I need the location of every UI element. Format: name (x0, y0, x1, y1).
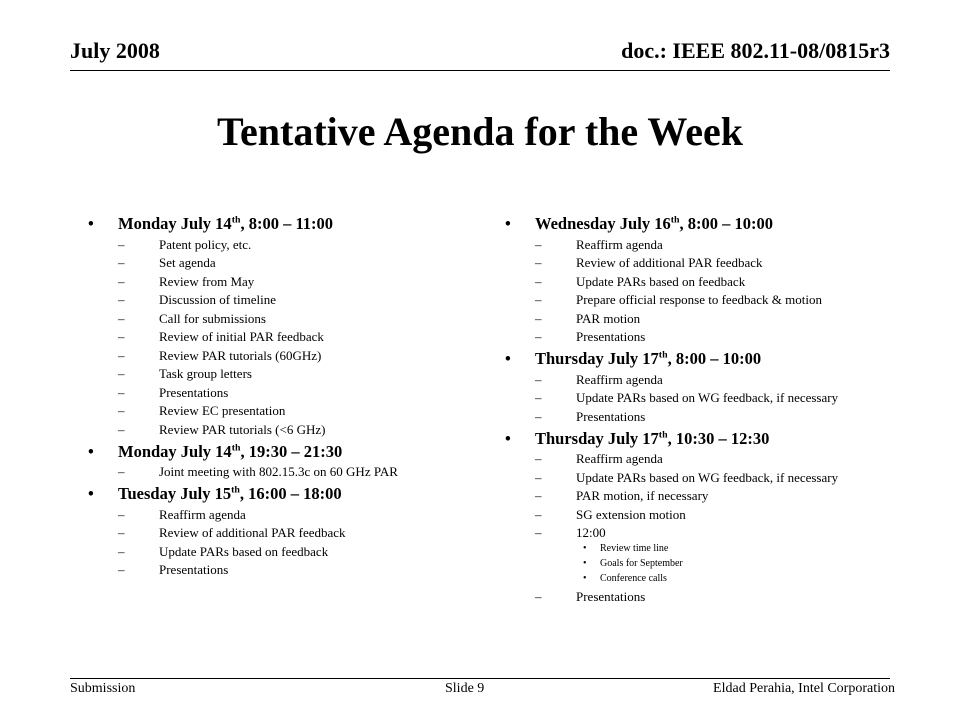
agenda-item (88, 274, 468, 289)
dash-icon: – (118, 562, 125, 577)
agenda-item-text: Reaffirm agenda (576, 371, 663, 387)
agenda-item-text: Joint meeting with 802.15.3c on 60 GHz PAR (159, 464, 398, 479)
agenda-subitem (505, 558, 865, 570)
agenda-item (505, 589, 865, 604)
agenda-subitem (505, 543, 865, 555)
day-label: Thursday July 17 (535, 428, 659, 448)
agenda-item-text: Review of additional PAR feedback (159, 525, 346, 540)
agenda-item (88, 385, 468, 400)
agenda-item (505, 488, 865, 503)
dash-icon: – (535, 525, 542, 540)
agenda-subitem-text: Goals for September (600, 558, 683, 569)
agenda-item (505, 525, 865, 540)
dash-icon: – (535, 588, 542, 604)
agenda-item-text: Review PAR tutorials (60GHz) (159, 347, 322, 363)
day-label: Monday July 14 (118, 441, 232, 461)
bullet-icon: • (583, 558, 587, 569)
day-heading-text (535, 349, 761, 368)
bullet-icon: • (583, 573, 587, 584)
agenda-item-text: Review PAR tutorials (<6 GHz) (159, 421, 326, 437)
dash-icon: – (118, 366, 125, 381)
dash-icon: – (535, 329, 542, 344)
dash-icon: – (118, 347, 125, 363)
day-ordinal: th (231, 442, 241, 453)
day-label: Thursday July 17 (535, 349, 659, 368)
day-time: , 8:00 – 11:00 (240, 214, 334, 233)
agenda-item (505, 409, 865, 424)
agenda-item (88, 507, 468, 522)
dash-icon: – (535, 310, 542, 326)
left-column (88, 209, 468, 577)
agenda-item (88, 255, 468, 270)
agenda-item-text: Presentations (576, 588, 646, 604)
agenda-item-text: Update PARs based on WG feedback, if necessary (576, 390, 839, 405)
agenda-item (88, 403, 468, 418)
dash-icon: – (535, 371, 542, 387)
slide-title: Tentative Agenda for the Week (217, 109, 743, 154)
agenda-item-text: Review of initial PAR feedback (159, 329, 324, 344)
day-heading (88, 442, 468, 461)
bullet-icon: • (88, 214, 94, 233)
bullet-icon: • (505, 428, 511, 448)
bullet-icon: • (505, 349, 511, 368)
agenda-item (505, 292, 865, 307)
agenda-item (505, 451, 865, 466)
agenda-item-text: Presentations (159, 384, 229, 400)
dash-icon: – (118, 329, 125, 344)
agenda-item (88, 464, 468, 479)
agenda-item (88, 329, 468, 344)
bullet-icon: • (583, 543, 587, 554)
dash-icon: – (118, 543, 125, 559)
agenda-item (505, 507, 865, 522)
footer-divider (70, 678, 890, 679)
day-heading-text (118, 214, 333, 233)
day-ordinal: th (658, 349, 668, 361)
day-time: , 8:00 – 10:00 (667, 349, 762, 368)
dash-icon: – (535, 408, 542, 424)
dash-icon: – (535, 255, 542, 270)
agenda-item-text: Call for submissions (159, 310, 266, 326)
day-label: Wednesday July 16 (535, 214, 671, 233)
agenda-item-text: Presentations (576, 329, 646, 344)
dash-icon: – (535, 451, 542, 466)
day-heading-text (535, 429, 769, 448)
agenda-item (88, 366, 468, 381)
agenda-item-text: Reaffirm agenda (576, 236, 663, 252)
day-time: , 16:00 – 18:00 (239, 484, 342, 503)
bullet-icon: • (88, 441, 94, 461)
dash-icon: – (118, 236, 125, 252)
agenda-item (505, 470, 865, 485)
agenda-item-text: Update PARs based on feedback (159, 543, 329, 559)
dash-icon: – (118, 384, 125, 400)
agenda-item (88, 562, 468, 577)
agenda-item-text: Presentations (576, 408, 646, 424)
agenda-item (505, 255, 865, 270)
day-ordinal: th (231, 484, 240, 496)
dash-icon: – (118, 273, 125, 289)
agenda-item-text: Prepare official response to feedback & motion (576, 292, 822, 307)
day-heading (88, 214, 468, 233)
agenda-item (88, 292, 468, 307)
agenda-item (505, 329, 865, 344)
day-ordinal: th (658, 429, 668, 440)
day-label: Tuesday July 15 (118, 484, 232, 503)
day-heading-text (535, 214, 773, 233)
header-doc-id: doc.: IEEE 802.11-08/0815r3 (621, 38, 890, 63)
dash-icon: – (118, 292, 125, 307)
day-heading (505, 349, 865, 368)
dash-icon: – (118, 255, 125, 270)
header-divider (70, 70, 890, 71)
agenda-item-text: PAR motion, if necessary (576, 488, 709, 503)
day-ordinal: th (670, 214, 680, 226)
right-column (505, 209, 865, 604)
agenda-item (505, 311, 865, 326)
dash-icon: – (118, 464, 125, 479)
day-ordinal: th (231, 214, 241, 226)
agenda-item-text: Review EC presentation (159, 403, 286, 418)
dash-icon: – (535, 488, 542, 503)
footer-author: Eldad Perahia, Intel Corporation (713, 681, 895, 696)
agenda-item-text: Task group letters (159, 366, 252, 381)
agenda-item-text: PAR motion (576, 310, 641, 326)
dash-icon: – (535, 390, 542, 405)
dash-icon: – (535, 292, 542, 307)
agenda-subitem (505, 573, 865, 585)
agenda-item-text: Presentations (159, 562, 229, 577)
header-date: July 2008 (70, 38, 160, 63)
agenda-item-text: SG extension motion (576, 506, 686, 522)
dash-icon: – (118, 421, 125, 437)
agenda-item (88, 525, 468, 540)
dash-icon: – (535, 236, 542, 252)
dash-icon: – (118, 525, 125, 540)
agenda-item (88, 544, 468, 559)
dash-icon: – (535, 506, 542, 522)
dash-icon: – (118, 310, 125, 326)
agenda-item (88, 348, 468, 363)
agenda-item-text: Review of additional PAR feedback (576, 255, 763, 270)
agenda-item (505, 372, 865, 387)
day-heading (88, 484, 468, 503)
footer-submission: Submission (70, 681, 136, 696)
agenda-item (505, 237, 865, 252)
agenda-item (505, 274, 865, 289)
bullet-icon: • (505, 214, 511, 233)
agenda-item-text: Discussion of timeline (159, 292, 276, 307)
agenda-subitem-text: Conference calls (600, 573, 667, 584)
agenda-item (88, 311, 468, 326)
day-heading-text (118, 484, 342, 503)
agenda-item-text: Reaffirm agenda (159, 506, 246, 522)
agenda-item-text: Review from May (159, 273, 255, 289)
day-label: Monday July 14 (118, 214, 232, 233)
day-heading (505, 429, 865, 448)
day-heading (505, 214, 865, 233)
day-time: , 10:30 – 12:30 (667, 428, 770, 448)
agenda-item-text: Patent policy, etc. (159, 236, 252, 252)
day-heading-text (118, 442, 342, 461)
dash-icon: – (118, 506, 125, 522)
agenda-item-text: Set agenda (159, 255, 216, 270)
dash-icon: – (118, 403, 125, 418)
footer-slide-number: Slide 9 (445, 681, 485, 696)
agenda-item (88, 422, 468, 437)
agenda-item-text: 12:00 (576, 525, 606, 540)
agenda-subitem-text: Review time line (600, 543, 669, 554)
day-time: , 8:00 – 10:00 (679, 214, 773, 233)
agenda-item (505, 390, 865, 405)
dash-icon: – (535, 273, 542, 289)
agenda-item-text: Update PARs based on WG feedback, if necessary (576, 469, 839, 485)
dash-icon: – (535, 469, 542, 485)
agenda-item-text: Update PARs based on feedback (576, 273, 746, 289)
agenda-item (88, 237, 468, 252)
agenda-item-text: Reaffirm agenda (576, 451, 663, 466)
day-time: , 19:30 – 21:30 (240, 441, 343, 461)
bullet-icon: • (88, 484, 94, 503)
